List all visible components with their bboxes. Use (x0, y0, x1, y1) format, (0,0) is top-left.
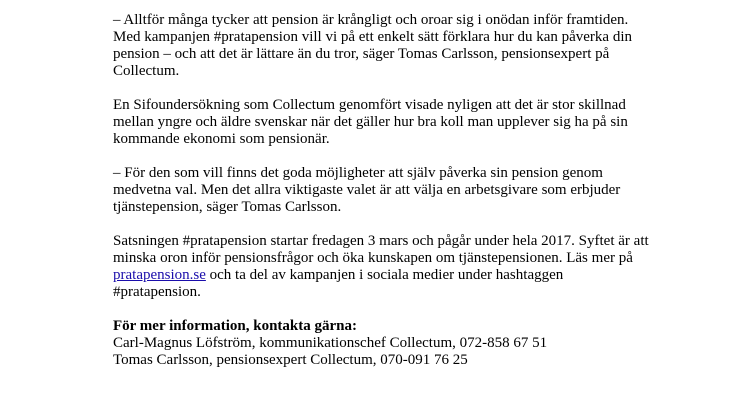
text-line: tjänstepension, säger Tomas Carlsson. (113, 199, 342, 215)
contact-section (113, 318, 733, 369)
paragraph-quote-choices (113, 165, 733, 216)
text-line: pension – och att det är lättare än du tror, säger Tomas Carlsson, pensionsexpert på (113, 46, 610, 62)
contact-person: Carl-Magnus Löfström, kommunikationschef Collectum, 072-858 67 51 (113, 335, 548, 351)
press-release-body (113, 12, 733, 369)
text-line: – För den som vill finns det goda möjligheter att själv påverka sin pension genom (113, 165, 603, 181)
text-line: minska oron inför pensionsfrågor och öka kunskapen om tjänstepensionen. Läs mer på (113, 250, 633, 266)
text-line: #pratapension. (113, 284, 201, 300)
paragraph-campaign (113, 233, 733, 301)
text-line: kommande ekonomi som pensionär. (113, 131, 330, 147)
text-line: En Sifoundersökning som Collectum genomfört visade nyligen att det är stor skillnad (113, 97, 626, 113)
paragraph-survey (113, 97, 733, 148)
text-line: Med kampanjen #pratapension vill vi på ett enkelt sätt förklara hur du kan påverka din (113, 29, 633, 45)
text-line: Collectum. (113, 63, 180, 79)
text-line: – Alltför många tycker att pension är krångligt och oroar sig i onödan inför framtiden. (113, 12, 629, 28)
text-line: mellan yngre och äldre svenskar när det gäller hur bra koll man upplever sig ha på sin (113, 114, 628, 130)
text-after-link: och ta del av kampanjen i sociala medier under hashtaggen (205, 267, 564, 283)
paragraph-quote-intro (113, 12, 733, 80)
contact-heading: För mer information, kontakta gärna: (113, 318, 358, 334)
text-line: Satsningen #pratapension startar fredagen 3 mars och pågår under hela 2017. Syftet är att (113, 233, 649, 249)
text-line-with-link (113, 267, 733, 284)
pratapension-link[interactable]: pratapension.se (113, 267, 206, 283)
text-line: medvetna val. Men det allra viktigaste valet är att välja en arbetsgivare som erbjuder (113, 182, 621, 198)
contact-person: Tomas Carlsson, pensionsexpert Collectum, 070-091 76 25 (113, 352, 468, 368)
